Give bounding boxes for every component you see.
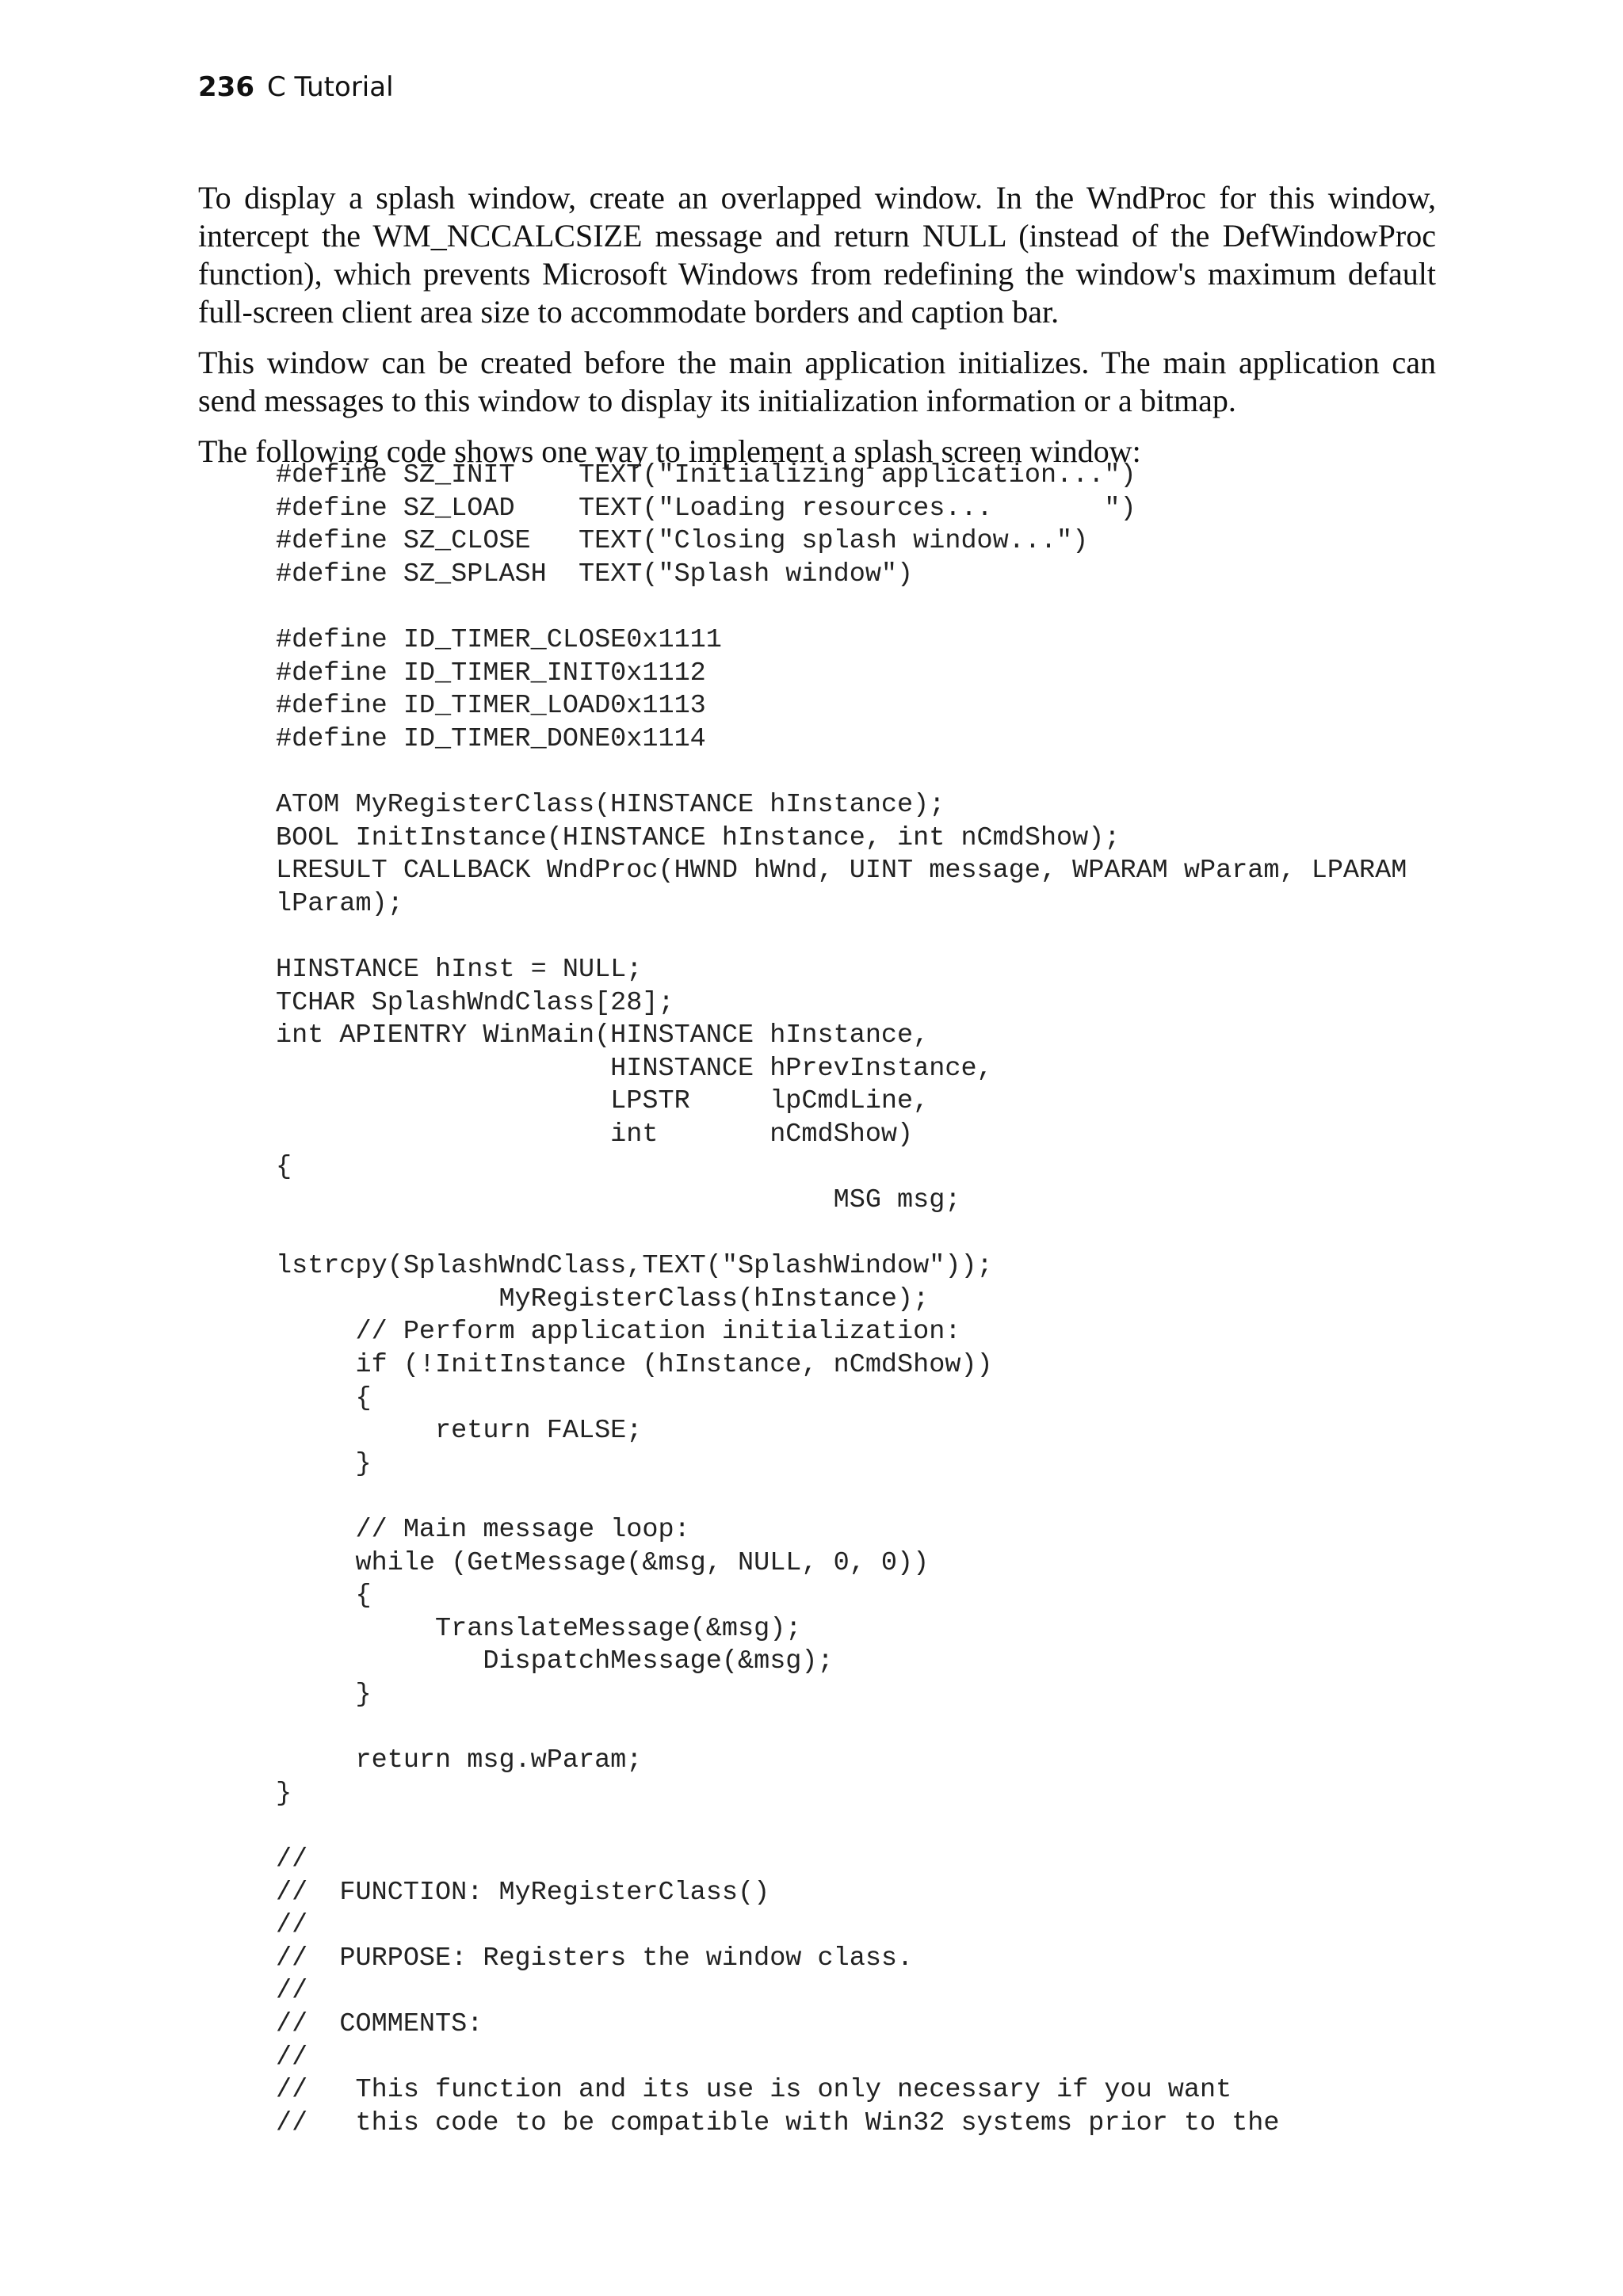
code-line: // xyxy=(276,1910,308,1941)
code-line: #define ID_TIMER_CLOSE0x1111 xyxy=(276,624,722,655)
code-line: #define ID_TIMER_INIT0x1112 xyxy=(276,658,706,688)
code-line: } xyxy=(276,1448,372,1479)
code-line: LPSTR lpCmdLine, xyxy=(276,1086,930,1117)
code-line: // Perform application initialization: xyxy=(276,1317,961,1348)
code-line: return msg.wParam; xyxy=(276,1745,643,1776)
code-line: HINSTANCE hPrevInstance, xyxy=(276,1053,993,1084)
code-line: TCHAR SplashWndClass[28]; xyxy=(276,987,674,1018)
code-line: lstrcpy(SplashWndClass,TEXT("SplashWindow")); xyxy=(276,1251,993,1282)
code-line: HINSTANCE hInst = NULL; xyxy=(276,954,643,985)
code-line: } xyxy=(276,1778,292,1809)
code-line: lParam); xyxy=(276,888,403,919)
code-line: int nCmdShow) xyxy=(276,1119,914,1150)
running-head xyxy=(198,67,394,108)
code-line: // xyxy=(276,2042,308,2073)
page-number: 236 xyxy=(198,71,254,103)
code-line: LRESULT CALLBACK WndProc(HWND hWnd, UINT message, WPARAM wParam, LPARAM xyxy=(276,856,1407,887)
code-line: MSG msg; xyxy=(276,1185,961,1216)
code-line: } xyxy=(276,1679,372,1710)
code-line: #define SZ_LOAD TEXT("Loading resources... ") xyxy=(276,493,1136,524)
code-line: { xyxy=(276,1581,372,1611)
code-line: // xyxy=(276,1976,308,2007)
paragraph-window-creation: This window can be created before the main application initializes. The main application can send messages to this window to display its initialization information or a bitmap. xyxy=(198,345,1436,418)
code-line: // FUNCTION: MyRegisterClass() xyxy=(276,1877,770,1908)
body-text xyxy=(198,179,1436,483)
code-line: { xyxy=(276,1152,292,1183)
code-line: // COMMENTS: xyxy=(276,2008,483,2039)
code-listing xyxy=(276,460,1407,2140)
paragraph-code-lead-in: The following code shows one way to implement a splash screen window: xyxy=(198,433,1141,469)
code-line: return FALSE; xyxy=(276,1416,643,1447)
code-line: // this code to be compatible with Win32 systems prior to the xyxy=(276,2107,1280,2138)
code-line: #define SZ_INIT TEXT("Initializing application...") xyxy=(276,460,1136,490)
code-line: TranslateMessage(&msg); xyxy=(276,1613,802,1644)
code-line: #define SZ_SPLASH TEXT("Splash window") xyxy=(276,559,914,589)
code-line: BOOL InitInstance(HINSTANCE hInstance, int nCmdShow); xyxy=(276,822,1121,853)
code-line: MyRegisterClass(hInstance); xyxy=(276,1283,930,1314)
code-line: #define ID_TIMER_DONE0x1114 xyxy=(276,723,706,754)
code-line: if (!InitInstance (hInstance, nCmdShow)) xyxy=(276,1350,993,1381)
code-line: #define ID_TIMER_LOAD0x1113 xyxy=(276,691,706,722)
code-line: int APIENTRY WinMain(HINSTANCE hInstance, xyxy=(276,1020,930,1051)
paragraph-splash-intro: To display a splash window, create an overlapped window. In the WndProc for this window, intercept the WM_NCCALCSIZE message and return NULL (instead of the DefWindowProc function), which prevents Microsoft Windows from redefining the window's maximum default full-screen client area size to accommodate borders and caption bar. xyxy=(198,180,1436,330)
code-line: { xyxy=(276,1383,372,1413)
code-line: ATOM MyRegisterClass(HINSTANCE hInstance); xyxy=(276,789,945,820)
code-line: // This function and its use is only necessary if you want xyxy=(276,2075,1232,2106)
code-line: // PURPOSE: Registers the window class. xyxy=(276,1943,914,1974)
code-line: #define SZ_CLOSE TEXT("Closing splash window...") xyxy=(276,526,1089,557)
running-title: C Tutorial xyxy=(266,71,394,103)
code-line: // xyxy=(276,1844,308,1875)
code-line: // Main message loop: xyxy=(276,1515,690,1545)
code-line: while (GetMessage(&msg, NULL, 0, 0)) xyxy=(276,1547,930,1578)
code-line: DispatchMessage(&msg); xyxy=(276,1646,834,1677)
